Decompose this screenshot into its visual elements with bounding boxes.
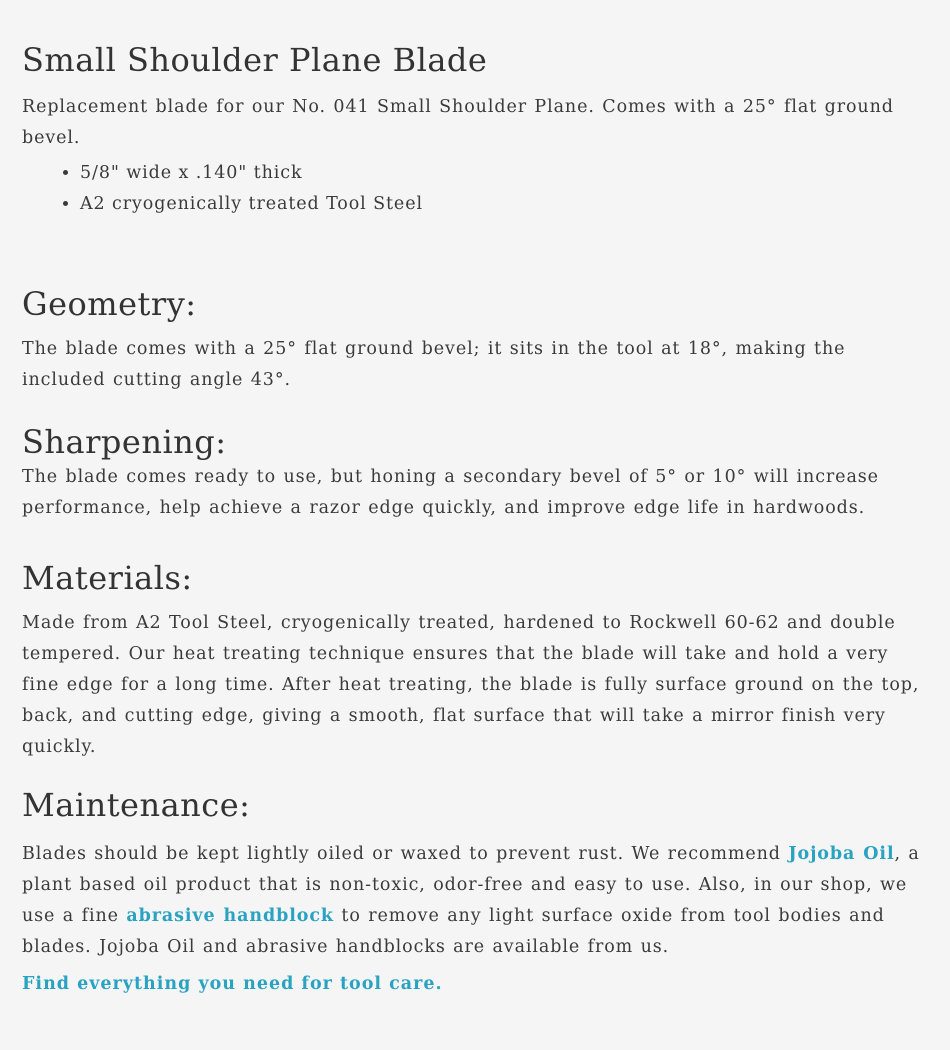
maintenance-text-part-2: , a plant based oil product that is non-toxic, odor-free and easy to use. Also, in our shop, we use a fine	[22, 844, 920, 926]
jojoba-oil-link[interactable]: Jojoba Oil	[788, 844, 895, 864]
spec-item-size: • 5/8" wide x .140" thick	[80, 158, 928, 189]
product-section	[22, 40, 928, 220]
abrasive-handblock-link[interactable]: abrasive handblock	[126, 906, 334, 926]
maintenance-section	[22, 785, 928, 1000]
sharpening-section	[22, 422, 928, 524]
tool-care-link[interactable]: Find everything you need for tool care.	[22, 974, 443, 994]
maintenance-heading: Maintenance:	[22, 786, 251, 824]
spec-list	[22, 158, 928, 220]
maintenance-text-part-1: Blades should be kept lightly oiled or waxed to prevent rust. We recommend	[22, 844, 789, 864]
geometry-text: The blade comes with a 25° flat ground bevel; it sits in the tool at 18°, making the included cutting angle 43°.	[22, 339, 846, 390]
spec-item-steel: • A2 cryogenically treated Tool Steel	[80, 189, 928, 220]
sharpening-text: The blade comes ready to use, but honing a secondary bevel of 5° or 10° will increase performance, help achieve a razor edge quickly, and improve edge life in hardwoods.	[22, 467, 879, 518]
geometry-heading: Geometry:	[22, 285, 197, 323]
materials-heading: Materials:	[22, 559, 193, 597]
materials-section	[22, 558, 928, 763]
product-title: Small Shoulder Plane Blade	[22, 41, 488, 79]
geometry-section	[22, 284, 928, 396]
maintenance-text	[22, 839, 928, 963]
materials-text: Made from A2 Tool Steel, cryogenically treated, hardened to Rockwell 60-62 and double tempered. Our heat treating technique ensures that the blade will take and hold a very fine edge for a long time. After heat treating, the blade is fully surface ground on the top, back, and cutting edge, giving a smooth, flat surface that will take a mirror finish very quickly.	[22, 613, 920, 757]
maintenance-text-part-3: to remove any light surface oxide from tool bodies and blades. Jojoba Oil and abrasive handblocks are available from us.	[22, 906, 885, 957]
product-intro: Replacement blade for our No. 041 Small Shoulder Plane. Comes with a 25° flat ground bevel.	[22, 97, 894, 148]
sharpening-heading: Sharpening:	[22, 423, 227, 461]
